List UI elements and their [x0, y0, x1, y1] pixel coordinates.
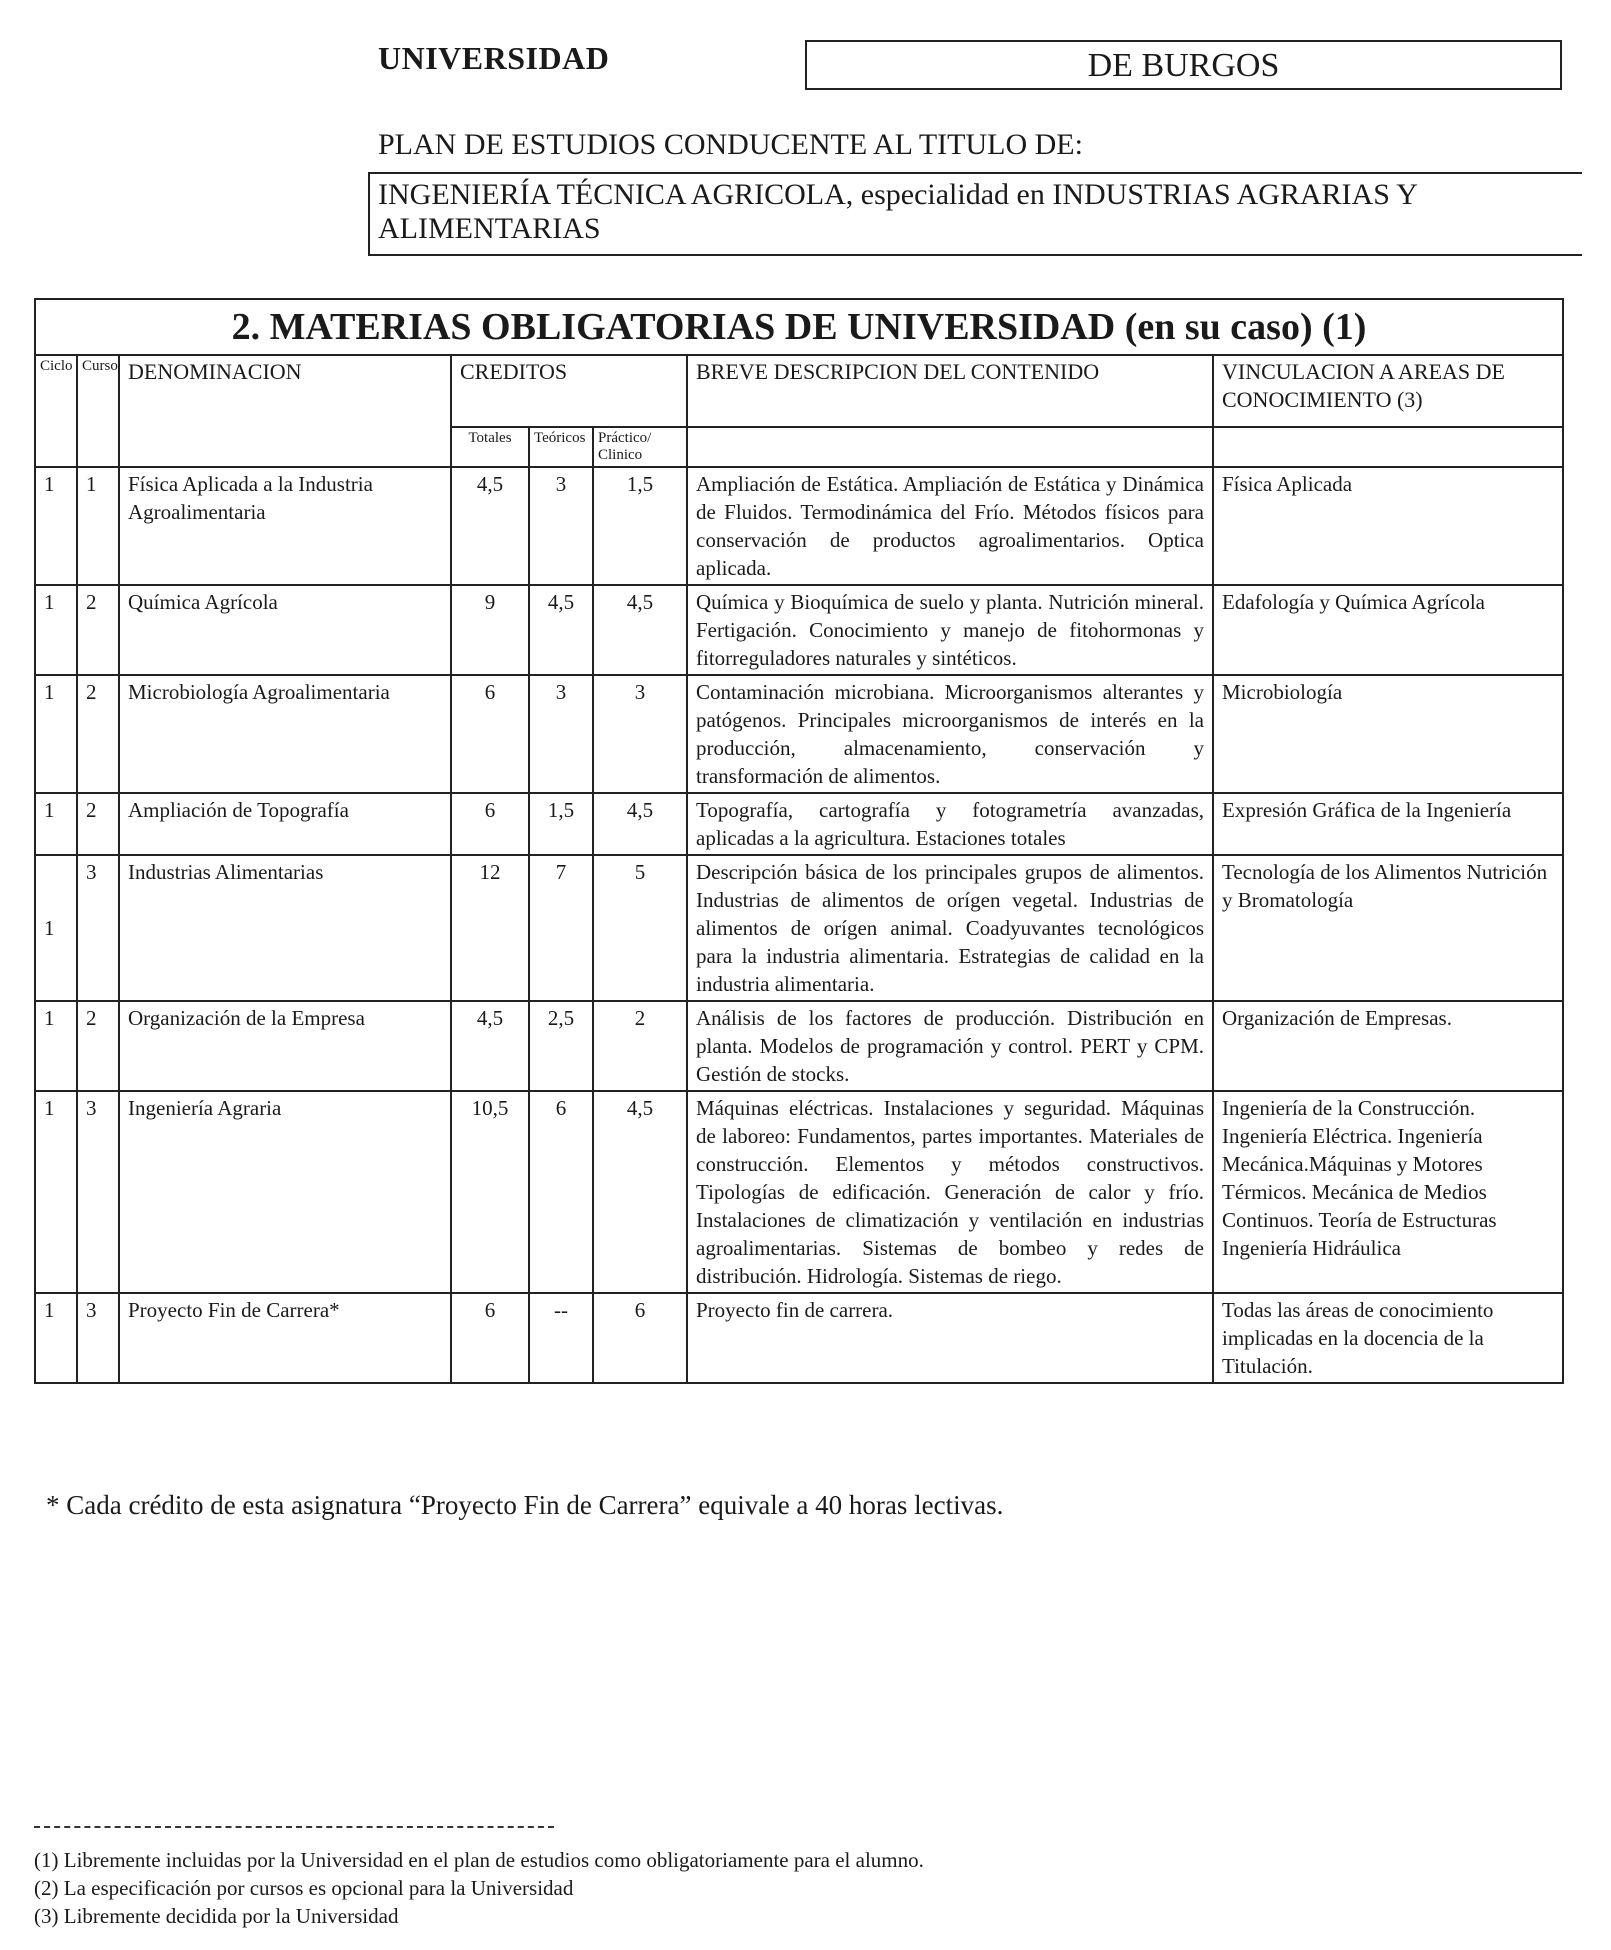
cell-vinculacion: Organización de Empresas. [1213, 1001, 1563, 1091]
cell-denominacion: Química Agrícola [119, 585, 451, 675]
cell-curso: 3 [77, 1293, 119, 1383]
table-row [35, 1293, 1563, 1383]
table-row [35, 467, 1563, 585]
cell-practicos: 2 [593, 1001, 687, 1091]
cell-totales: 9 [451, 585, 529, 675]
cell-vinculacion: Ingeniería de la Construcción. Ingeniería Eléctrica. Ingeniería Mecánica.Máquinas y Motores Térmicos. Mecánica de Medios Continuos. Teoría de Estructuras Ingeniería Hidráulica [1213, 1091, 1563, 1293]
cell-totales: 4,5 [451, 467, 529, 585]
cell-totales: 10,5 [451, 1091, 529, 1293]
cell-descripcion: Topografía, cartografía y fotogrametría avanzadas, aplicadas a la agricultura. Estaciones totales [687, 793, 1213, 855]
university-label: UNIVERSIDAD [378, 40, 610, 76]
cell-curso: 2 [77, 793, 119, 855]
cell-denominacion: Microbiología Agroalimentaria [119, 675, 451, 793]
cell-vinculacion: Microbiología [1213, 675, 1563, 793]
degree-line-1: INGENIERÍA TÉCNICA AGRICOLA, especialidad en INDUSTRIAS AGRARIAS Y [378, 178, 1418, 211]
plan-label: PLAN DE ESTUDIOS CONDUCENTE AL TITULO DE: [378, 128, 1083, 161]
cell-curso: 2 [77, 585, 119, 675]
header-curso: Curso [77, 355, 119, 467]
cell-denominacion: Organización de la Empresa [119, 1001, 451, 1091]
cell-teoricos: 6 [529, 1091, 593, 1293]
cell-teoricos: 3 [529, 467, 593, 585]
cell-teoricos: 2,5 [529, 1001, 593, 1091]
cell-ciclo: 1 [35, 793, 77, 855]
cell-descripcion: Contaminación microbiana. Microorganismos alterantes y patógenos. Principales microorganismos de interés en la producción, almacenamiento, conservación y transformación de alimentos. [687, 675, 1213, 793]
header-vinculacion: VINCULACION A AREAS DE CONOCIMIENTO (3) [1213, 355, 1563, 427]
footnote-divider [34, 1826, 554, 1828]
cell-teoricos: -- [529, 1293, 593, 1383]
header-practicos: Práctico/ Clinico [593, 427, 687, 467]
header-descripcion-blank [687, 427, 1213, 467]
section-title: 2. MATERIAS OBLIGATORIAS DE UNIVERSIDAD (en su caso) (1) [35, 299, 1563, 355]
subjects-table [34, 298, 1564, 1384]
cell-totales: 4,5 [451, 1001, 529, 1091]
header-totales: Totales [451, 427, 529, 467]
footnote-1: (1) Libremente incluidas por la Universidad en el plan de estudios como obligatoriamente para el alumno. [34, 1848, 924, 1872]
header-ciclo: Ciclo [35, 355, 77, 467]
cell-ciclo: 1 [35, 1001, 77, 1091]
cell-curso: 3 [77, 1091, 119, 1293]
cell-denominacion: Industrias Alimentarias [119, 855, 451, 1001]
header-denominacion: DENOMINACION [119, 355, 451, 467]
table-row [35, 675, 1563, 793]
cell-descripcion: Proyecto fin de carrera. [687, 1293, 1213, 1383]
university-name-box: DE BURGOS [805, 40, 1562, 90]
cell-vinculacion: Física Aplicada [1213, 467, 1563, 585]
cell-teoricos: 3 [529, 675, 593, 793]
cell-denominacion: Ingeniería Agraria [119, 1091, 451, 1293]
table-row [35, 585, 1563, 675]
cell-vinculacion: Edafología y Química Agrícola [1213, 585, 1563, 675]
header-vinculacion-blank [1213, 427, 1563, 467]
cell-descripcion: Química y Bioquímica de suelo y planta. Nutrición mineral. Fertigación. Conocimiento y manejo de fitohormonas y fitorreguladores naturales y sintéticos. [687, 585, 1213, 675]
cell-curso: 3 [77, 855, 119, 1001]
cell-curso: 2 [77, 1001, 119, 1091]
header-descripcion: BREVE DESCRIPCION DEL CONTENIDO [687, 355, 1213, 427]
cell-practicos: 5 [593, 855, 687, 1001]
cell-descripcion: Análisis de los factores de producción. Distribución en planta. Modelos de programación y control. PERT y CPM. Gestión de stocks. [687, 1001, 1213, 1091]
cell-curso: 2 [77, 675, 119, 793]
cell-teoricos: 4,5 [529, 585, 593, 675]
cell-ciclo: 1 [35, 585, 77, 675]
cell-practicos: 4,5 [593, 1091, 687, 1293]
cell-practicos: 6 [593, 1293, 687, 1383]
cell-practicos: 4,5 [593, 585, 687, 675]
cell-descripcion: Máquinas eléctricas. Instalaciones y seguridad. Máquinas de laboreo: Fundamentos, partes importantes. Materiales de construcción. Elementos y métodos constructivos. Tipologías de edificación. Generación de calor y frío. Instalaciones de climatización y ventilación en industrias agroalimentarias. Sistemas de bombeo y redes de distribución. Hidrología. Sistemas de riego. [687, 1091, 1213, 1293]
cell-vinculacion: Expresión Gráfica de la Ingeniería [1213, 793, 1563, 855]
cell-denominacion: Proyecto Fin de Carrera* [119, 1293, 451, 1383]
table-row [35, 1091, 1563, 1293]
cell-denominacion: Física Aplicada a la Industria Agroalimentaria [119, 467, 451, 585]
cell-vinculacion: Tecnología de los Alimentos Nutrición y Bromatología [1213, 855, 1563, 1001]
cell-practicos: 3 [593, 675, 687, 793]
cell-totales: 6 [451, 675, 529, 793]
footnote-2: (2) La especificación por cursos es opcional para la Universidad [34, 1876, 574, 1900]
cell-totales: 6 [451, 1293, 529, 1383]
cell-ciclo: 1 [35, 1091, 77, 1293]
header-creditos: CREDITOS [451, 355, 687, 427]
cell-totales: 12 [451, 855, 529, 1001]
header-teoricos: Teóricos [529, 427, 593, 467]
credit-note: * Cada crédito de esta asignatura “Proyecto Fin de Carrera” equivale a 40 horas lectivas. [46, 1490, 1004, 1520]
degree-line-2: ALIMENTARIAS [378, 212, 601, 245]
cell-descripcion: Ampliación de Estática. Ampliación de Estática y Dinámica de Fluidos. Termodinámica del Frío. Métodos físicos para conservación de productos agroalimentarios. Optica aplicada. [687, 467, 1213, 585]
table-row [35, 793, 1563, 855]
footnote-3: (3) Libremente decidida por la Universidad [34, 1904, 399, 1928]
cell-vinculacion: Todas las áreas de conocimiento implicadas en la docencia de la Titulación. [1213, 1293, 1563, 1383]
cell-practicos: 1,5 [593, 467, 687, 585]
cell-totales: 6 [451, 793, 529, 855]
table-row [35, 855, 1563, 1001]
cell-teoricos: 1,5 [529, 793, 593, 855]
cell-descripcion: Descripción básica de los principales grupos de alimentos. Industrias de alimentos de orígen vegetal. Industrias de alimentos de orígen animal. Coadyuvantes tecnológicos para la industria alimentaria. Estrategias de calidad en la industria alimentaria. [687, 855, 1213, 1001]
cell-denominacion: Ampliación de Topografía [119, 793, 451, 855]
cell-practicos: 4,5 [593, 793, 687, 855]
degree-title-box [368, 172, 1582, 256]
cell-teoricos: 7 [529, 855, 593, 1001]
cell-ciclo: 1 [35, 1293, 77, 1383]
cell-ciclo: 1 [35, 675, 77, 793]
cell-curso: 1 [77, 467, 119, 585]
cell-ciclo: 1 [35, 467, 77, 585]
table-row [35, 1001, 1563, 1091]
cell-ciclo: 1 [35, 855, 77, 1001]
